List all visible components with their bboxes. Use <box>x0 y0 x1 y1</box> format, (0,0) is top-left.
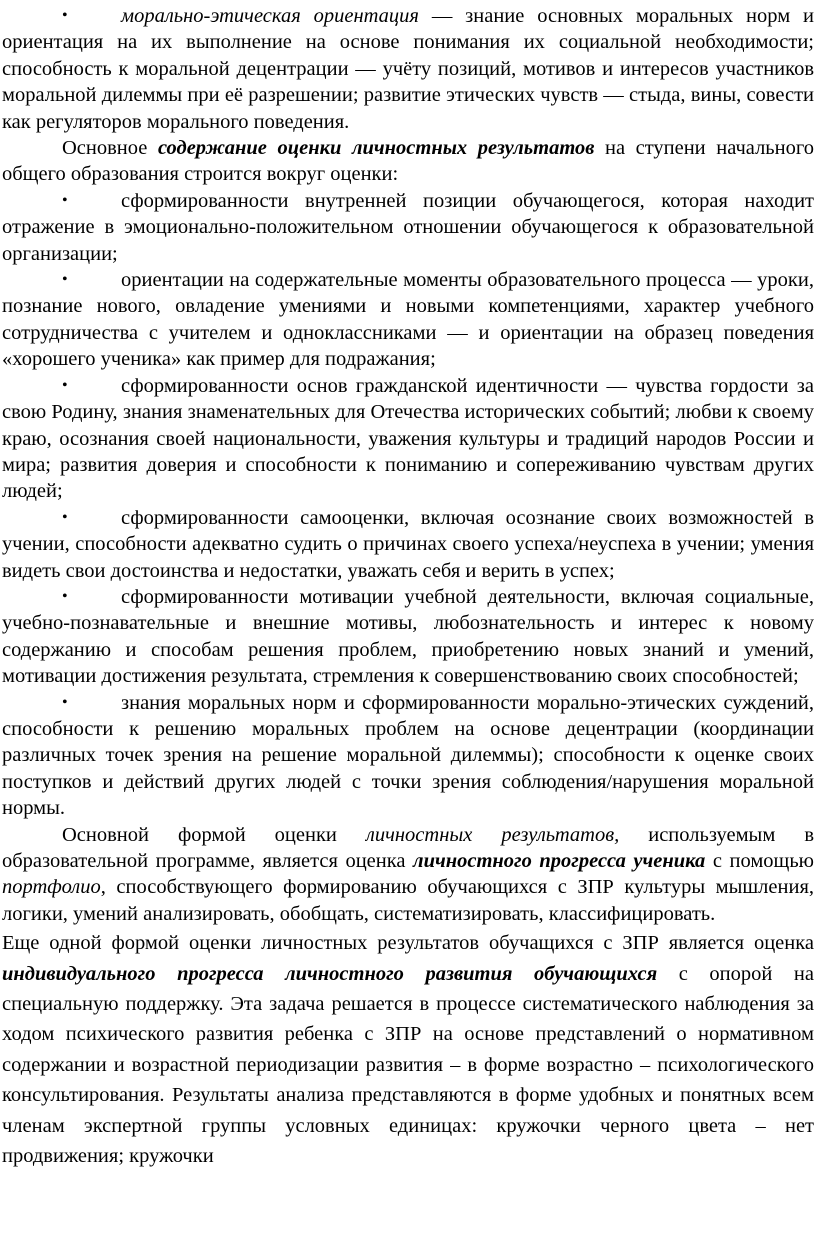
bullet-item-civic-identity <box>2 373 814 505</box>
bullet-icon: • <box>62 191 68 209</box>
paragraph-portfolio <box>2 822 814 928</box>
intro-after: на ступени начального общего образования строится вокруг оценки: <box>2 137 815 186</box>
paragraph-content-intro <box>2 135 814 188</box>
bullet-item-moral-norms <box>2 690 814 822</box>
bullet-icon: • <box>62 271 68 289</box>
progress-text-c: с опорой на специальную поддержку. Эта задача решается в процессе систематического наблюдения за ходом психического развития ребенка с ЗПР на основе представлений о нормативном содержании и возрастной периодизации развития – в форме возрастно – психологического консультирования. Результаты анализа представляются в форме удобных и понятных всем членам экспертной группы условных единицах: кружочки черного цвета – нет продвижения; кружочки <box>2 962 814 1168</box>
bullet-icon: • <box>62 508 68 526</box>
portfolio-text-g: , способствующего формированию обучающихся с ЗПР культуры мышления, логики, умений анализировать, обобщать, систематизировать, классифицировать. <box>2 876 814 925</box>
bullet-text: ориентации на содержательные моменты образовательного процесса — уроки, познание нового, овладение умениями и новыми компетенциями, характер учебного сотрудничества с учителем и одноклассниками — и ориентации на образец поведения «хорошего ученика» как пример для подражания; <box>2 269 814 371</box>
portfolio-term-results: личностных результатов, <box>365 823 620 846</box>
intro-term: содержание оценки личностных результатов <box>157 137 595 160</box>
bullet-text: сформированности мотивации учебной деятельности, включая социальные, учебно-познавательные и внешние мотивы, любознательность и интерес к новому содержанию и способам решения проблем, приобретению новых знаний и умений, мотивации достижения результата, стремления к совершенствованию своих способностей; <box>2 585 814 688</box>
bullet-text: сформированности основ гражданской идентичности — чувства гордости за свою Родину, знания знаменательных для Отечества исторических событий; любви к своему краю, осознания своей национальности, уважения культуры и традиций народов России и мира; развития доверия и способности к пониманию и сопереживанию чувствам других людей; <box>2 374 814 503</box>
text-moral-orientation: — знание основных моральных норм и ориентация на их выполнение на основе понимания их социальной необходимости; способность к моральной децентрации — учёту позиций, мотивов и интересов участников моральной дилеммы при её разрешении; развитие этических чувств — стыда, вины, совести как регуляторов морального поведения. <box>2 5 814 133</box>
intro-before: Основное <box>62 137 158 160</box>
progress-text-a: Еще одной формой оценки личностных результатов обучащихся с ЗПР является оценка <box>2 932 814 955</box>
bullet-item-self-esteem <box>2 505 814 584</box>
bullet-icon: • <box>62 7 68 24</box>
bullet-item-motivation <box>2 584 814 690</box>
bullet-text: сформированности самооценки, включая осознание своих возможностей в учении, способности адекватно судить о причинах своего успеха/неуспеха в учении; умения видеть свои достоинства и недостатки, уважать себя и верить в успех; <box>2 506 814 582</box>
bullet-item-content-orientation <box>2 267 814 373</box>
portfolio-text-e: с помощью <box>705 850 814 872</box>
portfolio-term-progress: личностного прогресса ученика <box>413 850 706 872</box>
bullet-icon: • <box>62 693 68 711</box>
main-section <box>2 3 814 927</box>
term-moral-orientation: морально-этическая ориентация <box>121 5 419 27</box>
portfolio-text-a: Основной формой оценки <box>62 823 366 846</box>
bullet-text: сформированности внутренней позиции обучающегося, которая находит отражение в эмоционально-положительном отношении обучающегося к образовательной организации; <box>2 189 814 265</box>
progress-term: индивидуального прогресса личностного развития обучающихся <box>2 962 658 985</box>
secondary-section <box>2 928 814 1171</box>
bullet-item-internal-position <box>2 188 814 267</box>
paragraph-individual-progress <box>2 928 814 1171</box>
paragraph-moral-orientation <box>2 3 814 135</box>
bullet-icon: • <box>62 587 68 605</box>
portfolio-term-portfolio: портфолио <box>2 876 101 899</box>
bullet-icon: • <box>62 376 68 394</box>
bullet-text: знания моральных норм и сформированности морально-этических суждений, способности к решению моральных проблем на основе децентрации (координации различных точек зрения на решение моральной дилеммы); способности к оценке своих поступков и действий других людей с точки зрения соблюдения/нарушения моральной нормы. <box>2 691 814 820</box>
portfolio-text-c: используемым в образовательной программе, является оценка <box>2 823 814 872</box>
